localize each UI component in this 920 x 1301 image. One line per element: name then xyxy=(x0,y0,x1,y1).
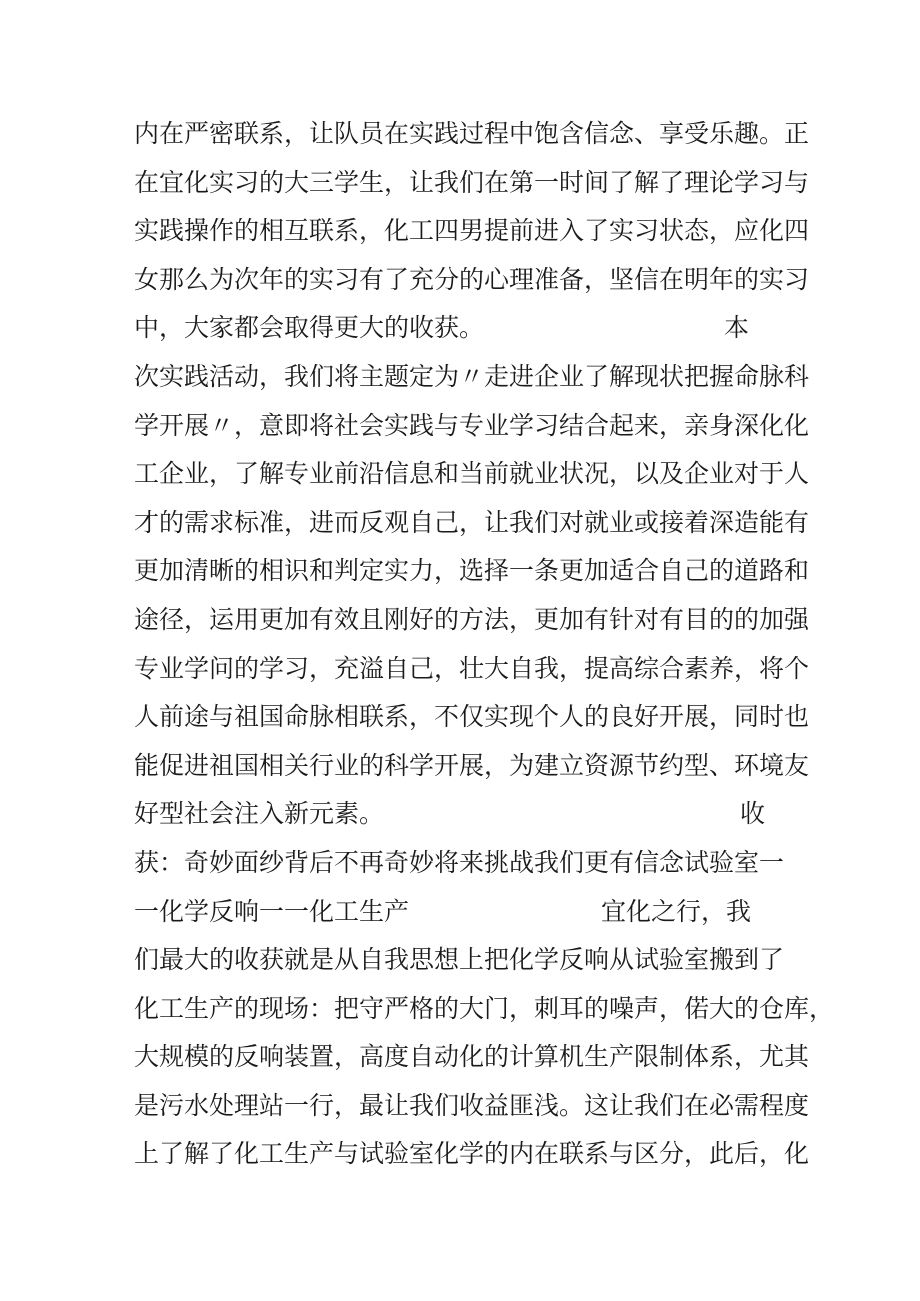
line-text: 工企业，了解专业前沿信息和当前就业状况，以及企业对于人 xyxy=(134,459,810,489)
text-line-13 xyxy=(134,693,810,742)
line-text: 实践操作的相互联系，化工四男提前进入了实习状态，应化四 xyxy=(134,216,810,246)
text-line-11 xyxy=(134,596,810,645)
text-line-10 xyxy=(134,547,810,596)
text-line-15 xyxy=(134,790,794,839)
text-line-4 xyxy=(134,256,810,305)
line-text: 才的需求标准，进而反观自己，让我们对就业或接着深造能有 xyxy=(134,507,810,537)
line-text: 内在严密联系，让队员在实践过程中饱含信念、享受乐趣。正 xyxy=(134,119,810,148)
line-text: 更加清晰的相识和判定实力，选择一条更加适合自己的道路和 xyxy=(134,556,810,586)
line-text: 大规模的反响装置，高度自动化的计算机生产限制体系，尤其 xyxy=(134,1042,810,1072)
text-line-20 xyxy=(134,1033,810,1082)
line-text: 人前途与祖国命脉相联系，不仅实现个人的良好开展，同时也 xyxy=(134,702,810,732)
text-line-2 xyxy=(134,159,810,208)
text-line-5 xyxy=(134,304,794,353)
line-text: 中，大家都会取得更大的收获。 xyxy=(134,313,485,343)
text-line-19 xyxy=(134,985,835,1034)
paragraph-start-fragment: 宜化之行，我 xyxy=(601,896,752,926)
text-line-8 xyxy=(134,450,810,499)
text-line-16 xyxy=(134,839,794,888)
text-line-1 xyxy=(134,110,810,159)
text-line-6 xyxy=(134,353,810,402)
text-line-12 xyxy=(134,645,810,694)
line-text: 上了解了化工生产与试验室化学的内在联系与区分，此后，化 xyxy=(134,1139,810,1169)
text-line-17 xyxy=(134,888,794,937)
body-text xyxy=(134,110,835,1179)
line-text: 在宜化实习的大三学生，让我们在第一时间了解了理论学习与 xyxy=(134,167,810,197)
text-line-14 xyxy=(134,742,810,791)
line-text: 化工生产的现场：把守严格的大门，刺耳的噪声，偌大的仓库， xyxy=(134,993,835,1023)
line-text: 专业学问的学习，充溢自己，壮大自我，提高综合素养，将个 xyxy=(134,653,810,683)
line-text: 们最大的收获就是从自我思想上把化学反响从试验室搬到了 xyxy=(134,945,785,975)
text-line-7 xyxy=(134,402,810,451)
line-text: 是污水处理站一行，最让我们收益匪浅。这让我们在必需程度 xyxy=(134,1090,810,1120)
paragraph-start-fragment: 本 xyxy=(724,313,750,343)
text-line-3 xyxy=(134,207,810,256)
line-text: 女那么为次年的实习有了充分的心理准备，坚信在明年的实习 xyxy=(134,264,810,294)
line-text: 好型社会注入新元素。 xyxy=(134,799,385,829)
text-line-22 xyxy=(134,1130,810,1179)
line-text: 获：奇妙面纱背后不再奇妙将来挑战我们更有信念试验室一 xyxy=(134,847,785,877)
text-line-9 xyxy=(134,499,810,548)
line-text: 一化学反响一一化工生产 xyxy=(134,896,410,926)
text-line-18 xyxy=(134,936,794,985)
text-line-21 xyxy=(134,1082,810,1131)
line-text: 学开展〃，意即将社会实践与专业学习结合起来，亲身深化化 xyxy=(134,410,810,440)
line-text: 途径，运用更加有效且刚好的方法，更加有针对有目的的加强 xyxy=(134,604,810,634)
line-text: 能促进祖国相关行业的科学开展，为建立资源节约型、环境友 xyxy=(134,750,810,780)
line-text: 次实践活动，我们将主题定为〃走进企业了解现状把握命脉科 xyxy=(134,361,810,391)
paragraph-start-fragment: 收 xyxy=(740,799,766,829)
